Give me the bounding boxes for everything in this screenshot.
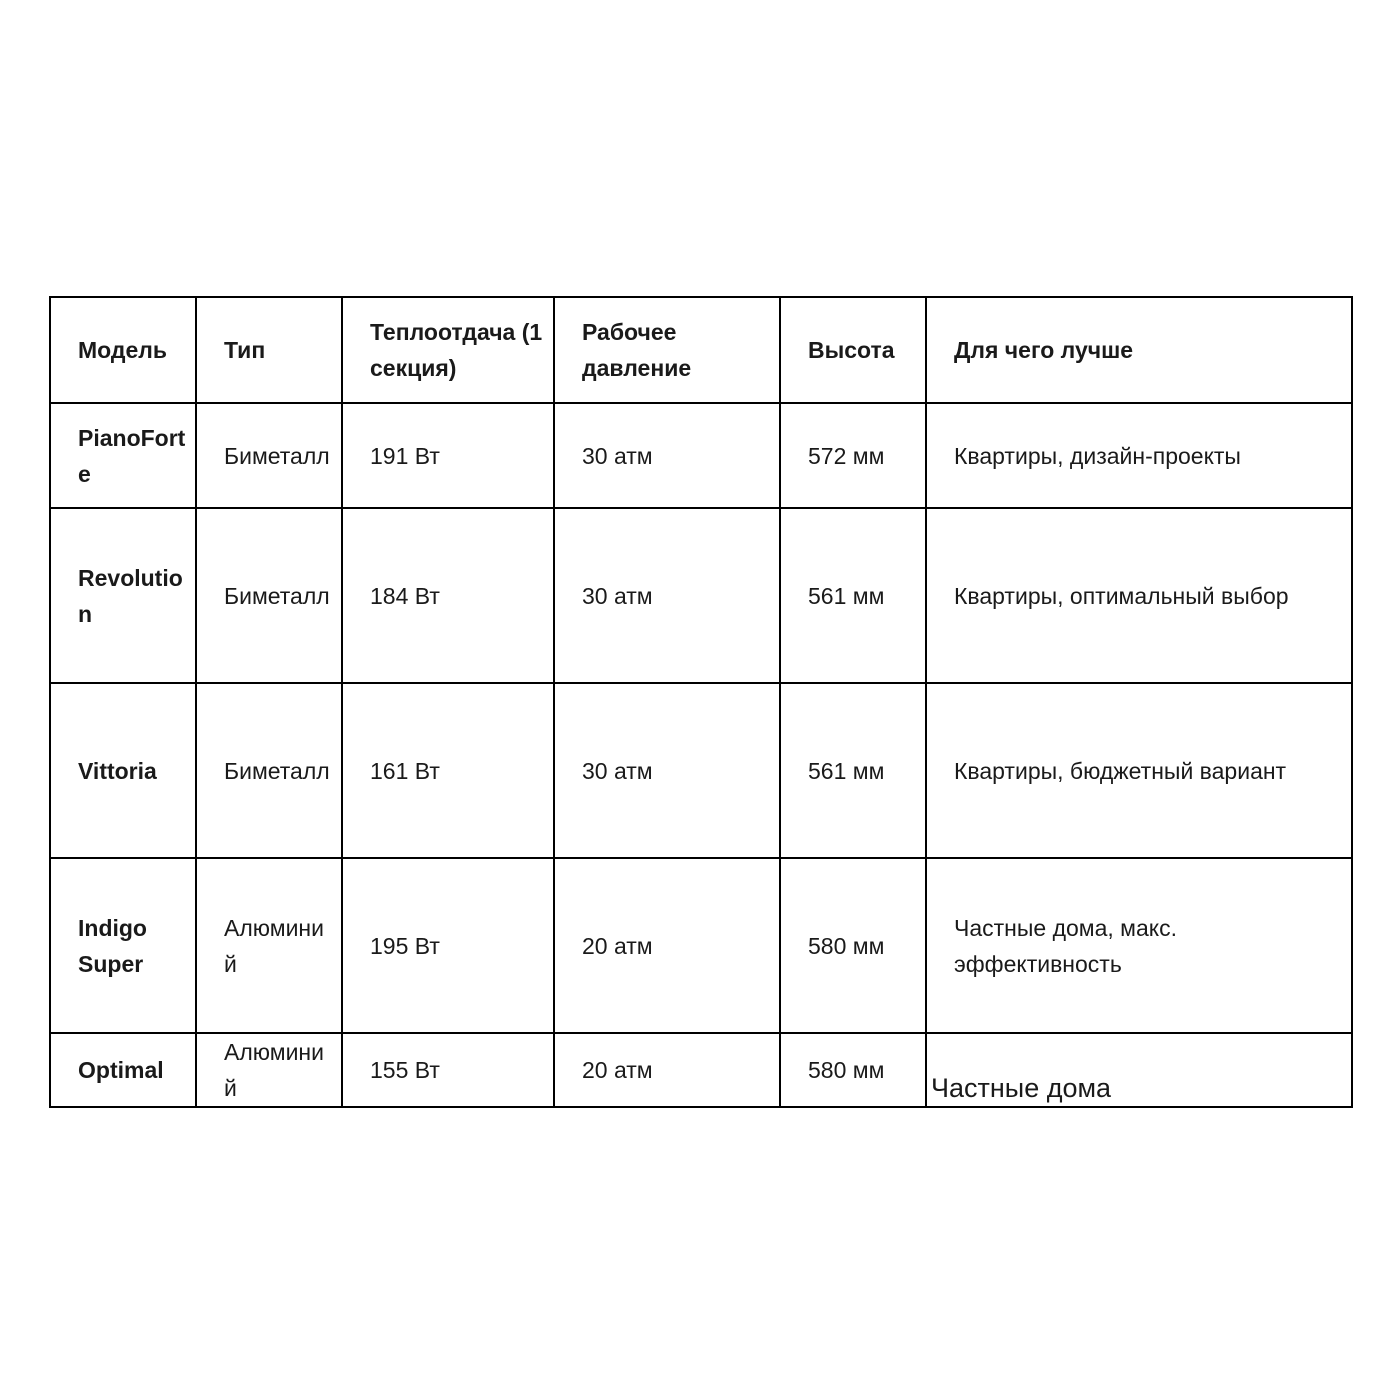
cell-heat-output: 161 Вт: [342, 683, 554, 858]
cell-model: Indigo Super: [50, 858, 196, 1033]
header-type: Тип: [196, 297, 342, 403]
cell-type: Биметалл: [196, 403, 342, 508]
table-row: [50, 403, 1352, 508]
cell-best-for: Частные дома, макс. эффективность: [926, 858, 1352, 1033]
cell-heat-output: 184 Вт: [342, 508, 554, 683]
cell-model: PianoForte: [50, 403, 196, 508]
table-row: [50, 1033, 1352, 1107]
header-model: Модель: [50, 297, 196, 403]
cell-type: Биметалл: [196, 683, 342, 858]
cell-working-pressure: 20 атм: [554, 858, 780, 1033]
cell-height: 561 мм: [780, 508, 926, 683]
cell-best-for: Квартиры, бюджетный вариант: [926, 683, 1352, 858]
cell-heat-output: 191 Вт: [342, 403, 554, 508]
cell-best-for: Квартиры, оптимальный выбор: [926, 508, 1352, 683]
header-height: Высота: [780, 297, 926, 403]
table-row: [50, 683, 1352, 858]
cell-height: 561 мм: [780, 683, 926, 858]
cell-working-pressure: 30 атм: [554, 403, 780, 508]
cell-model: Vittoria: [50, 683, 196, 858]
cell-best-for: Квартиры, дизайн-проекты: [926, 403, 1352, 508]
cell-type: Биметалл: [196, 508, 342, 683]
cell-height: 580 мм: [780, 1033, 926, 1107]
cell-type: Алюминий: [196, 858, 342, 1033]
cell-heat-output: 155 Вт: [342, 1033, 554, 1107]
header-best-for: Для чего лучше: [926, 297, 1352, 403]
cell-model: Revolution: [50, 508, 196, 683]
table-row: [50, 858, 1352, 1033]
cell-best-for: Частные дома: [926, 1033, 1352, 1107]
table-row: [50, 508, 1352, 683]
radiator-comparison-table: [49, 296, 1353, 1108]
cell-height: 572 мм: [780, 403, 926, 508]
cell-working-pressure: 20 атм: [554, 1033, 780, 1107]
cell-height: 580 мм: [780, 858, 926, 1033]
cell-working-pressure: 30 атм: [554, 508, 780, 683]
cell-type: Алюминий: [196, 1033, 342, 1107]
cell-model: Optimal: [50, 1033, 196, 1107]
table-header-row: [50, 297, 1352, 403]
cell-working-pressure: 30 атм: [554, 683, 780, 858]
cell-heat-output: 195 Вт: [342, 858, 554, 1033]
header-heat-output: Теплоотдача (1 секция): [342, 297, 554, 403]
header-working-pressure: Рабочее давление: [554, 297, 780, 403]
